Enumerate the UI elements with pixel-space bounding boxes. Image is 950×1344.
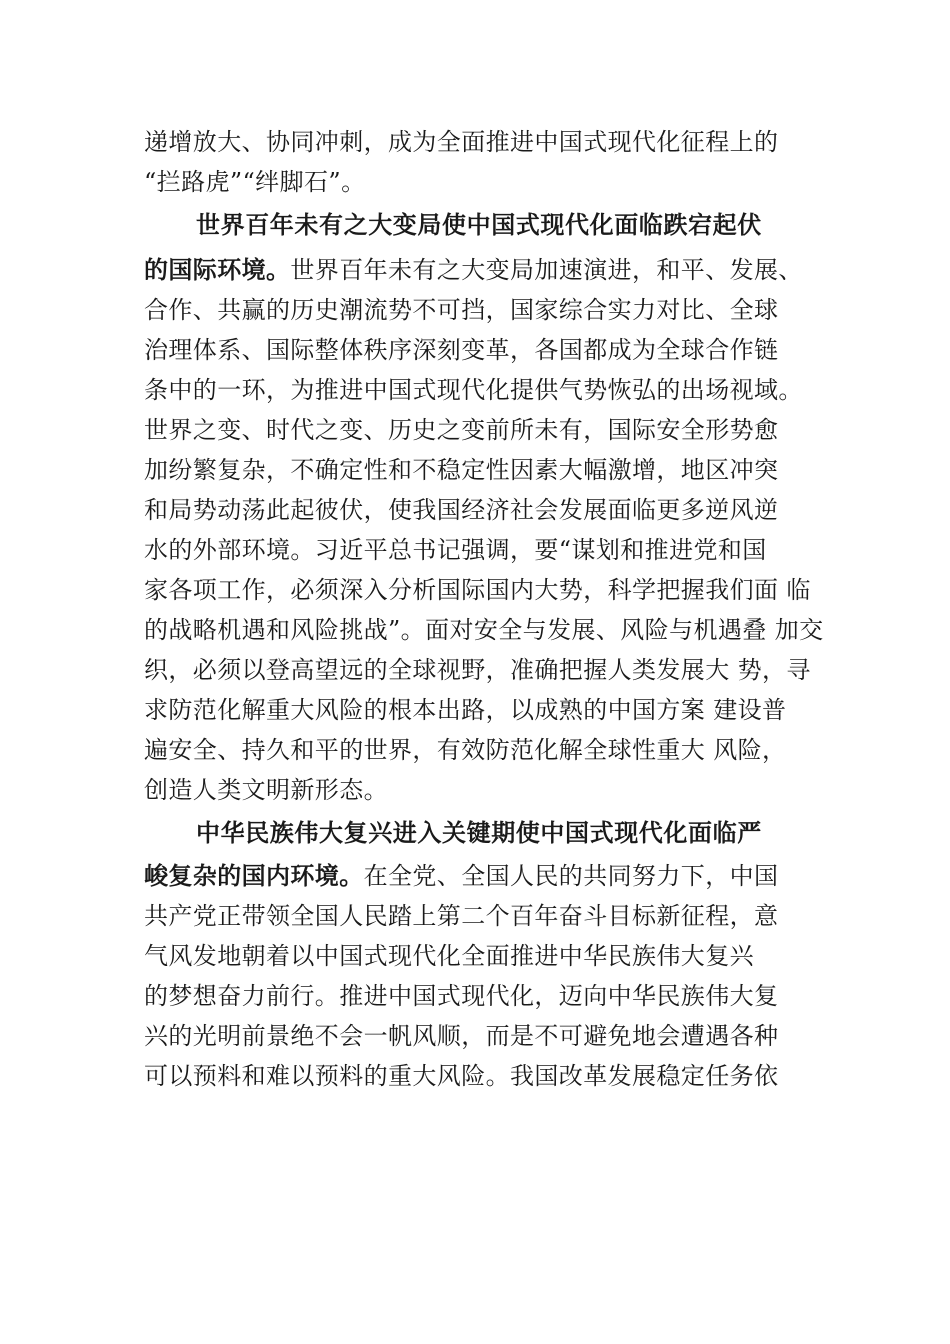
section-heading-international-end: 的国际环境。 bbox=[144, 256, 291, 284]
text-line: 求防范化解重大风险的根本出路，以成熟的中国方案 建设普 bbox=[144, 696, 787, 724]
text-line: 共产党正带领全国人民踏上第二个百年奋斗目标新征程，意 bbox=[144, 902, 779, 930]
section-heading-domestic: 中华民族伟大复兴进入关键期使中国式现代化面临严 bbox=[196, 819, 762, 847]
text-line: 遍安全、持久和平的世界，有效防范化解全球性重大 风险， bbox=[144, 736, 787, 764]
text-line: “拦路虎”“绊脚石”。 bbox=[144, 168, 366, 196]
text-line: 加纷繁复杂，不确定性和不稳定性因素大幅激增，地区冲突 bbox=[144, 456, 779, 484]
paragraph-text: 在全党、全国人民的共同努力下，中国 bbox=[363, 862, 779, 890]
section-heading-domestic-end: 峻复杂的国内环境。 bbox=[144, 862, 364, 890]
section-heading-international: 世界百年未有之大变局使中国式现代化面临跌宕起伏 bbox=[196, 211, 762, 239]
text-line: 水的外部环境。习近平总书记强调，要“谋划和推进党和国 bbox=[144, 536, 767, 564]
text-line: 合作、共赢的历史潮流势不可挡，国家综合实力对比、全球 bbox=[144, 296, 779, 324]
text-line: 递增放大、协同冲刺，成为全面推进中国式现代化征程上的 bbox=[144, 128, 779, 156]
text-line: 家各项工作，必须深入分析国际国内大势，科学把握我们面 临 bbox=[144, 576, 811, 604]
text-line: 可以预料和难以预料的重大风险。我国改革发展稳定任务依 bbox=[144, 1062, 779, 1090]
text-line: 条中的一环，为推进中国式现代化提供气势恢弘的出场视域。 bbox=[144, 376, 803, 404]
text-line: 的梦想奋力前行。推进中国式现代化，迈向中华民族伟大复 bbox=[144, 982, 779, 1010]
text-line: 世界之变、时代之变、历史之变前所未有，国际安全形势愈 bbox=[144, 416, 779, 444]
text-line: 气风发地朝着以中国式现代化全面推进中华民族伟大复兴 bbox=[144, 942, 754, 970]
text-line bbox=[144, 856, 778, 896]
text-line: 和局势动荡此起彼伏，使我国经济社会发展面临更多逆风逆 bbox=[144, 496, 779, 524]
paragraph-text: 世界百年未有之大变局加速演进，和平、发展、 bbox=[290, 256, 803, 284]
text-line: 的战略机遇和风险挑战”。面对安全与发展、风险与机遇叠 加交 bbox=[144, 616, 824, 644]
text-line: 治理体系、国际整体秩序深刻变革，各国都成为全球合作链 bbox=[144, 336, 779, 364]
text-line bbox=[144, 250, 803, 290]
text-line: 织，必须以登高望远的全球视野，准确把握人类发展大 势，寻 bbox=[144, 656, 811, 684]
text-line: 兴的光明前景绝不会一帆风顺，而是不可避免地会遭遇各种 bbox=[144, 1022, 779, 1050]
text-line: 创造人类文明新形态。 bbox=[144, 776, 388, 804]
